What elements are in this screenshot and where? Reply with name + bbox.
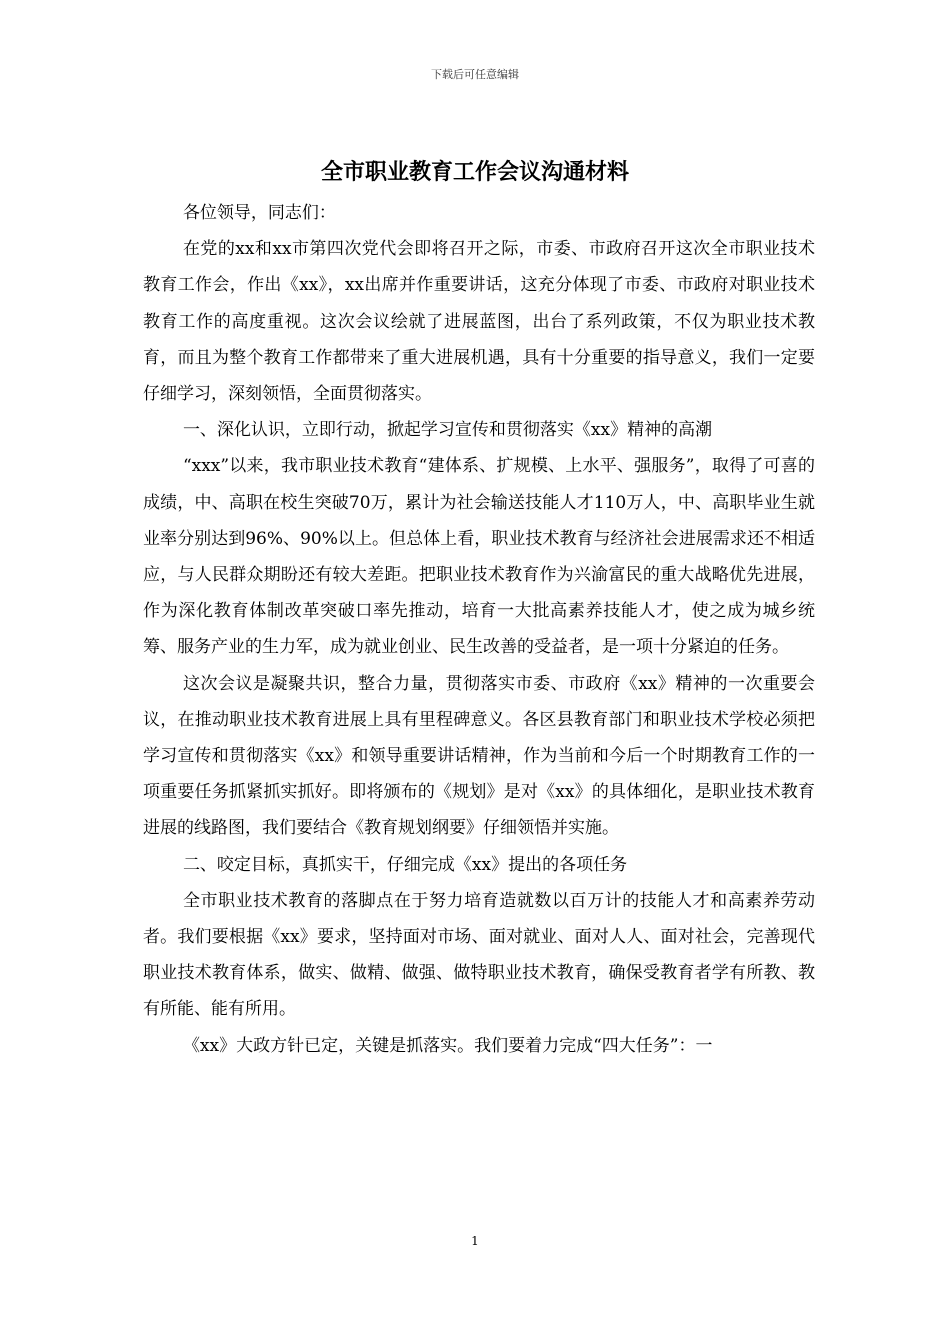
section-heading: 二、咬定目标，真抓实干，仔细完成《xx》提出的各项任务 <box>182 854 628 875</box>
body-paragraph: 这次会议是凝聚共识，整合力量，贯彻落实市委、市政府《xx》精神的一次重要会议，在推动职业技术教育进展上具有里程碑意义。各区县教育部门和职业技术学校必须把学习宣传和贯彻落实《xx》和领导重要讲话精神，作为当前和今后一个时期教育工作的一项重要任务抓紧抓实抓好。即将颁布的《规划》是对《xx》的具体细化，是职业技术教育进展的线路图，我们要结合《教育规划纲要》仔细领悟并实施。 <box>143 673 815 839</box>
body-paragraph: “xxx”以来，我市职业技术教育“建体系、扩规模、上水平、强服务”，取得了可喜的成绩，中、高职在校生突破70万，累计为社会输送技能人才110万人，中、高职毕业生就业率分别达到96%、90%以上。但总体上看，职业技术教育与经济社会进展需求还不相适应，与人民群众期盼还有较大差距。把职业技术教育作为兴渝富民的重大战略优先进展，作为深化教育体制改革突破口率先推动，培育一大批高素养技能人才，使之成为城乡统筹、服务产业的生力军，成为就业创业、民生改善的受益者，是一项十分紧迫的任务。 <box>143 456 815 658</box>
document-body <box>143 195 815 1064</box>
document-title: 全市职业教育工作会议沟通材料 <box>320 159 629 185</box>
body-paragraph: 在党的xx和xx市第四次党代会即将召开之际，市委、市政府召开这次全市职业技术教育工作会，作出《xx》，xx出席并作重要讲话，这充分体现了市委、市政府对职业技术教育工作的高度重视。这次会议绘就了进展蓝图，出台了系列政策，不仅为职业技术教育，而且为整个教育工作都带来了重大进展机遇，具有十分重要的指导意义，我们一定要仔细学习，深刻领悟，全面贯彻落实。 <box>143 239 815 405</box>
body-paragraph: 《xx》大政方针已定，关键是抓落实。我们要着力完成“四大任务”：一 <box>182 1035 713 1056</box>
section-heading: 一、深化认识，立即行动，掀起学习宣传和贯彻落实《xx》精神的高潮 <box>182 420 713 441</box>
page-number: 1 <box>471 1234 479 1248</box>
page-header-note: 下载后可任意编辑 <box>431 68 519 81</box>
salutation-paragraph: 各位领导，同志们： <box>182 203 336 223</box>
body-paragraph: 全市职业技术教育的落脚点在于努力培育造就数以百万计的技能人才和高素养劳动者。我们要根据《xx》要求，坚持面对市场、面对就业、面对人人、面对社会，完善现代职业技术教育体系，做实、做精、做强、做特职业技术教育，确保受教育者学有所教、教有所能、能有所用。 <box>143 890 815 1020</box>
